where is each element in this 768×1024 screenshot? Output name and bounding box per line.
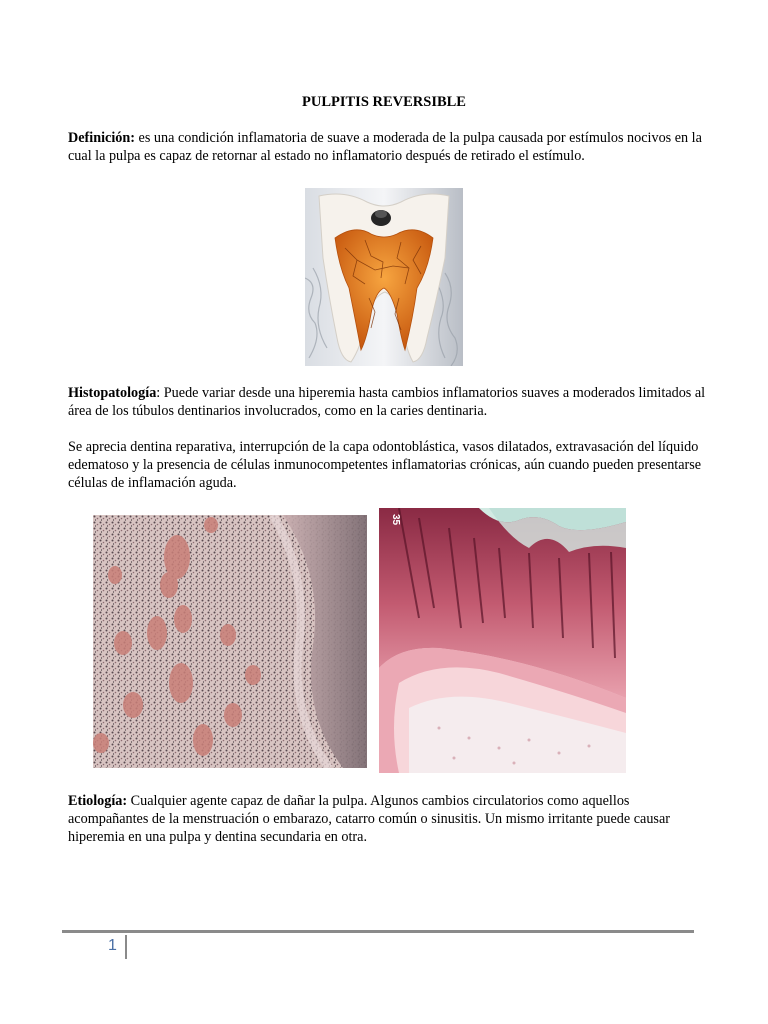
histopathology-text: : Puede variar desde una hiperemia hasta cambios inflamatorios suaves a moderados limitados al área de los túbulos dentinarios involucrados, como en la caries dentinaria. [68, 385, 706, 419]
histology-micrograph-left [93, 515, 367, 768]
micrograph-label: 35 [390, 514, 401, 526]
page-number-separator [125, 935, 127, 959]
histology-micrograph-right [379, 508, 626, 773]
page-title: PULPITIS REVERSIBLE [302, 94, 466, 110]
etiology-label: Etiología: [68, 793, 128, 809]
histopathology-paragraph [68, 384, 708, 420]
definition-paragraph [68, 129, 708, 165]
histology-description-paragraph: Se aprecia dentina reparativa, interrupción de la capa odontoblástica, vasos dilatados, extravasación del líquido edematoso y la presencia de células inmunocompetentes inflamatorias crónicas, aún cuando pueden presentarse células de inflamación aguda. [68, 439, 702, 491]
page-number: 1 [108, 937, 117, 954]
tooth-illustration [305, 188, 463, 366]
histopathology-label: Histopatología [68, 385, 157, 401]
footer-divider [62, 930, 694, 933]
definition-label: Definición: [68, 130, 135, 146]
definition-text: es una condición inflamatoria de suave a moderada de la pulpa causada por estímulos nocivos en la cual la pulpa es capaz de retornar al estado no inflamatorio después de retirado el estímulo. [68, 130, 702, 164]
etiology-text: Cualquier agente capaz de dañar la pulpa. Algunos cambios circulatorios como aquellos acompañantes de la menstruación o embarazo, catarro común o sinusitis. Un mismo irritante puede causar hiperemia en una pulpa y dentina secundaria en otra. [68, 793, 670, 845]
etiology-paragraph [68, 792, 708, 846]
